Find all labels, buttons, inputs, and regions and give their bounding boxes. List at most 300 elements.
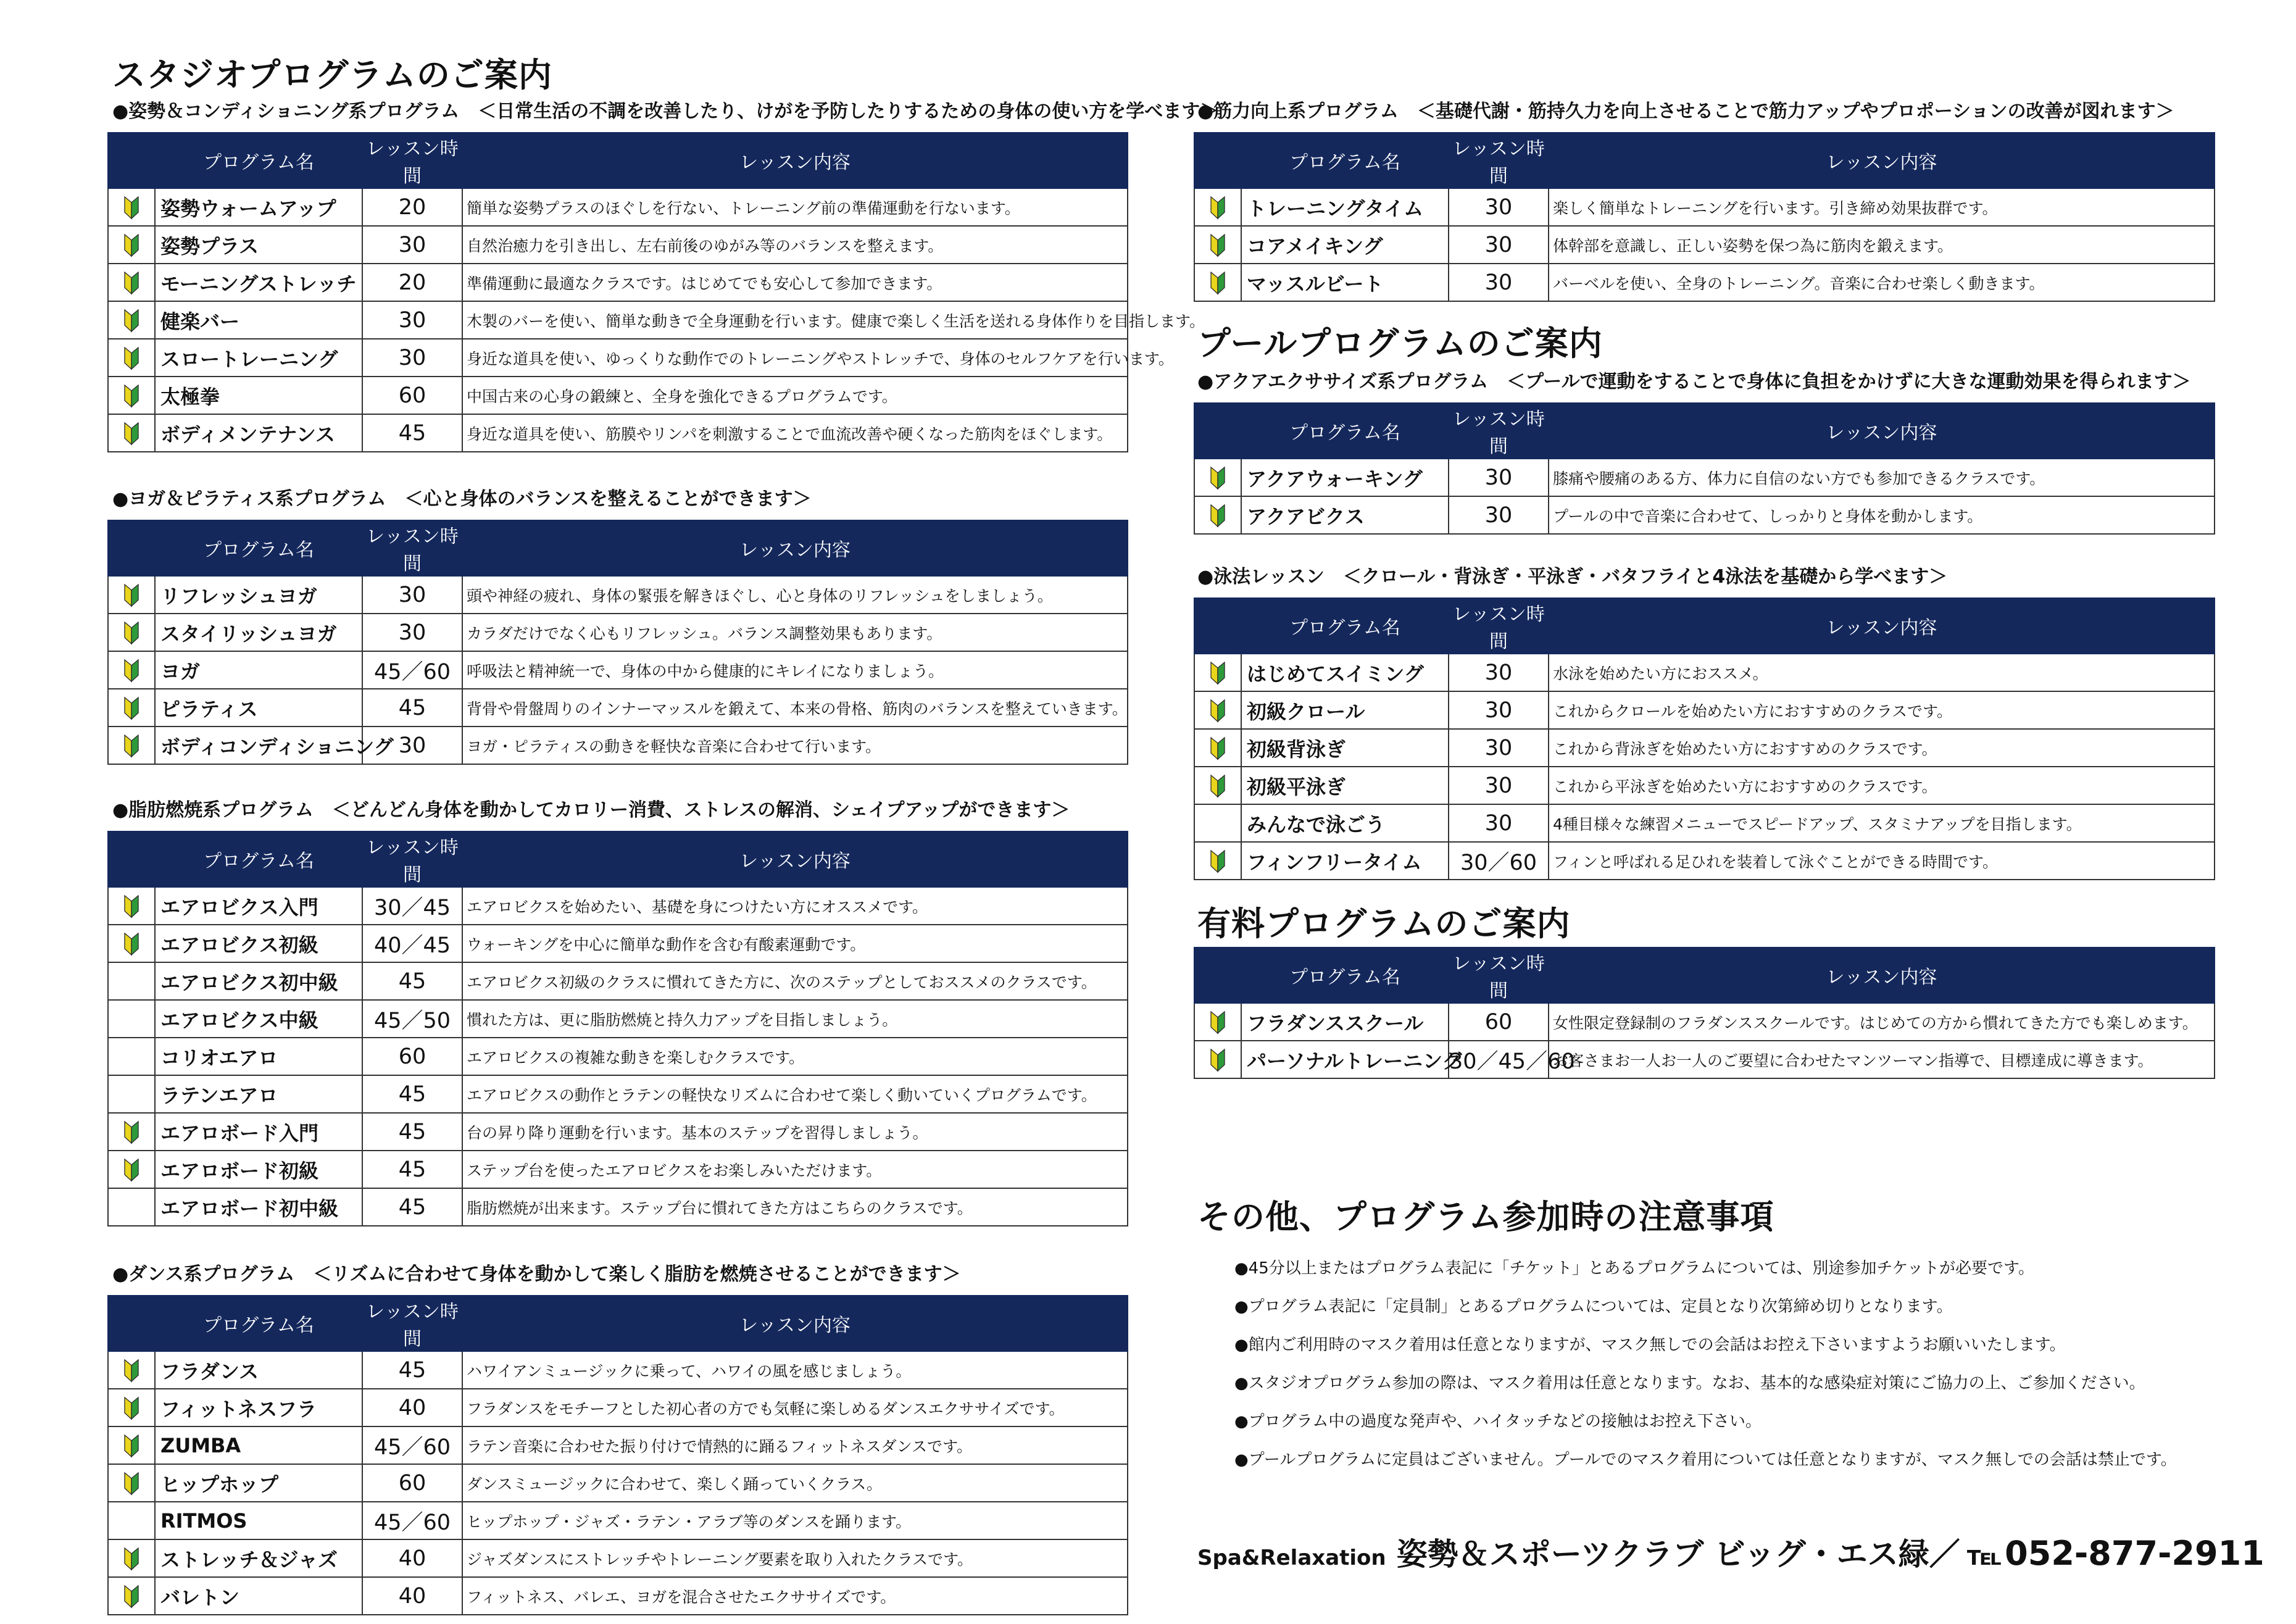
lesson-time: 30 [1449, 496, 1549, 534]
lesson-description: バーベルを使い、全身のトレーニング。音楽に合わせ楽しく動きます。 [1549, 264, 2215, 301]
program-table-paid [1194, 947, 2215, 1079]
beginner-leaf-icon [1210, 1048, 1225, 1072]
beginner-leaf-icon [1210, 774, 1225, 797]
table-header-row [1194, 947, 2215, 1003]
lesson-description: フラダンスをモチーフとした初心者の方でも気軽に楽しめるダンスエクササイズです。 [462, 1389, 1128, 1426]
section-heading: ●脂肪燃焼系プログラム ＜どんどん身体を動かしてカロリー消費、ストレスの解消、シェイプアップができます＞ [112, 799, 1070, 821]
table-header-row [1194, 598, 2215, 654]
lesson-time: 60 [362, 1038, 462, 1075]
lesson-description: ダンスミュージックに合わせて、楽しく踊っていくクラス。 [462, 1464, 1128, 1502]
lesson-time: 45 [362, 962, 462, 1000]
program-table-swimming [1194, 598, 2215, 880]
program-name: ピラティス [155, 689, 362, 727]
program-name: フィットネスフラ [155, 1389, 362, 1426]
program-name: ヨガ [155, 651, 362, 689]
program-row [108, 339, 1128, 377]
lesson-time: 20 [362, 264, 462, 301]
program-row [1194, 226, 2215, 264]
lesson-time: 30 [362, 301, 462, 339]
lesson-time: 20 [362, 188, 462, 226]
lesson-description: 慣れた方は、更に脂肪燃焼と持久力アップを目指しましょう。 [462, 1000, 1128, 1038]
header-lesson-content: レッスン内容 [1549, 947, 2215, 1003]
beginner-leaf-icon [1210, 271, 1225, 294]
phone-icon: ℡ [1966, 1540, 2002, 1572]
program-name: トレーニングタイム [1241, 188, 1449, 226]
program-name: 健楽バー [155, 301, 362, 339]
lesson-description: 膝痛や腰痛のある方、体力に自信のない方でも参加できるクラスです。 [1549, 459, 2215, 496]
program-row [108, 614, 1128, 651]
lesson-time: 45 [362, 689, 462, 727]
beginner-mark-cell [108, 727, 155, 764]
beginner-mark-cell [1194, 226, 1241, 264]
note-item: ●プログラム中の過度な発声や、ハイタッチなどの接触はお控え下さい。 [1234, 1412, 1762, 1431]
lesson-time: 45 [362, 1075, 462, 1113]
lesson-time: 30 [362, 614, 462, 651]
table-header-row [108, 520, 1128, 576]
program-row [1194, 1041, 2215, 1078]
program-name: スタイリッシュヨガ [155, 614, 362, 651]
program-name: ZUMBA [155, 1426, 362, 1464]
section-heading: ●アクアエクササイズ系プログラム ＜プールで運動をすることで身体に負担をかけずに大きな運動効果を得られます＞ [1197, 371, 2191, 393]
pool-title: プールプログラムのご案内 [1197, 324, 1603, 363]
program-name: コリオエアロ [155, 1038, 362, 1075]
beginner-leaf-icon [124, 1120, 139, 1144]
program-name: アクアビクス [1241, 496, 1449, 534]
beginner-mark-cell [1194, 842, 1241, 880]
header-program-name: プログラム名 [1241, 133, 1449, 188]
table-header-row [1194, 133, 2215, 188]
beginner-leaf-icon [124, 1359, 139, 1382]
lesson-description: フィットネス、バレエ、ヨガを混合させたエクササイズです。 [462, 1577, 1128, 1615]
lesson-time: 30 [1449, 691, 1549, 729]
footer-club-name: 姿勢＆スポーツクラブ ビッグ・エス緑／ [1396, 1536, 1960, 1572]
beginner-mark-cell [108, 651, 155, 689]
lesson-time: 30 [1449, 729, 1549, 767]
lesson-time: 45／60 [362, 1502, 462, 1539]
beginner-mark-cell [108, 1000, 155, 1038]
beginner-leaf-icon [124, 734, 139, 757]
program-name: マッスルビート [1241, 264, 1449, 301]
note-item: ●スタジオプログラム参加の際は、マスク着用は任意となります。なお、基本的な感染症対策にご協力の上、ご参加ください。 [1234, 1374, 2145, 1393]
program-name: みんなで泳ごう [1241, 804, 1449, 842]
section-heading: ●姿勢＆コンディショニング系プログラム ＜日常生活の不調を改善したり、けがを予防したりするための身体の使い方を学べます＞ [112, 101, 1219, 122]
beginner-mark-cell [1194, 264, 1241, 301]
program-row [108, 1075, 1128, 1113]
beginner-mark-cell [108, 962, 155, 1000]
beginner-mark-cell [1194, 767, 1241, 804]
beginner-leaf-icon [124, 1158, 139, 1181]
header-lesson-time: レッスン時間 [362, 133, 462, 188]
beginner-leaf-icon [124, 1434, 139, 1457]
lesson-description: 簡単な姿勢プラスのほぐしを行ない、トレーニング前の準備運動を行ないます。 [462, 188, 1128, 226]
program-row [1194, 1003, 2215, 1041]
lesson-time: 30 [1449, 459, 1549, 496]
note-item: ●プールプログラムに定員はございません。プールでのマスク着用については任意となりますが、マスク無しでの会話は禁止です。 [1234, 1451, 2177, 1469]
program-row [108, 689, 1128, 727]
lesson-time: 45／60 [362, 1426, 462, 1464]
program-row [1194, 767, 2215, 804]
program-name: ストレッチ＆ジャズ [155, 1539, 362, 1577]
beginner-leaf-icon [124, 659, 139, 682]
beginner-mark-cell [108, 301, 155, 339]
beginner-mark-cell [108, 1464, 155, 1502]
program-name: ボディコンディショニング [155, 727, 362, 764]
lesson-description: 自然治癒力を引き出し、左右前後のゆがみ等のバランスを整えます。 [462, 226, 1128, 264]
footer-spa-label: Spa&Relaxation [1197, 1546, 1386, 1570]
beginner-mark-cell [1194, 1003, 1241, 1041]
beginner-mark-cell [1194, 459, 1241, 496]
header-lesson-time: レッスン時間 [1449, 598, 1549, 654]
program-name: 初級クロール [1241, 691, 1449, 729]
program-row [1194, 188, 2215, 226]
note-item: ●プログラム表記に「定員制」とあるプログラムについては、定員となり次第締め切りとなります。 [1234, 1297, 1953, 1316]
lesson-description: 台の昇り降り運動を行います。基本のステップを習得しましょう。 [462, 1113, 1128, 1151]
program-table-dance [107, 1295, 1128, 1615]
beginner-mark-cell [108, 1539, 155, 1577]
header-program-name: プログラム名 [1241, 598, 1449, 654]
program-row [1194, 654, 2215, 691]
beginner-leaf-icon [124, 346, 139, 370]
beginner-leaf-icon [1210, 736, 1225, 760]
lesson-description: ステップ台を使ったエアロビクスをお楽しみいただけます。 [462, 1151, 1128, 1188]
program-row [108, 1000, 1128, 1038]
beginner-leaf-icon [124, 696, 139, 720]
lesson-description: 身近な道具を使い、ゆっくりな動作でのトレーニングやストレッチで、身体のセルフケアを行います。 [462, 339, 1128, 377]
beginner-leaf-icon [124, 384, 139, 407]
lesson-description: エアロビクスの動作とラテンの軽快なリズムに合わせて楽しく動いていくプログラムです。 [462, 1075, 1128, 1113]
program-row [1194, 264, 2215, 301]
lesson-description: 女性限定登録制のフラダンススクールです。はじめての方から慣れてきた方でも楽しめます。 [1549, 1003, 2215, 1041]
beginner-mark-cell [108, 925, 155, 962]
beginner-leaf-icon [124, 233, 139, 257]
program-row [108, 226, 1128, 264]
header-program-name: プログラム名 [1241, 403, 1449, 459]
beginner-mark-cell [108, 576, 155, 614]
beginner-leaf-icon [1210, 196, 1225, 219]
lesson-description: 水泳を始めたい方におススメ。 [1549, 654, 2215, 691]
beginner-leaf-icon [1210, 849, 1225, 873]
beginner-mark-cell [108, 1389, 155, 1426]
program-name: エアロボード入門 [155, 1113, 362, 1151]
program-row [108, 1151, 1128, 1188]
paid-title: 有料プログラムのご案内 [1197, 904, 1571, 943]
program-row [108, 377, 1128, 414]
beginner-mark-cell [1194, 729, 1241, 767]
header-lesson-content: レッスン内容 [1549, 598, 2215, 654]
lesson-description: 脂肪燃焼が出来ます。ステップ台に慣れてきた方はこちらのクラスです。 [462, 1188, 1128, 1226]
program-name: モーニングストレッチ [155, 264, 362, 301]
lesson-description: ヨガ・ピラティスの動きを軽快な音楽に合わせて行います。 [462, 727, 1128, 764]
lesson-description: 体幹部を意識し、正しい姿勢を保つ為に筋肉を鍛えます。 [1549, 226, 2215, 264]
section-heading: ●ダンス系プログラム ＜リズムに合わせて身体を動かして楽しく脂肪を燃焼させることができます＞ [112, 1264, 961, 1285]
lesson-description: 準備運動に最適なクラスです。はじめてでも安心して参加できます。 [462, 264, 1128, 301]
beginner-mark-cell [108, 1151, 155, 1188]
program-name: はじめてスイミング [1241, 654, 1449, 691]
beginner-mark-cell [108, 1577, 155, 1615]
lesson-time: 60 [362, 1464, 462, 1502]
program-row [108, 651, 1128, 689]
studio-title: スタジオプログラムのご案内 [112, 56, 552, 94]
header-program-name: プログラム名 [155, 831, 362, 887]
program-name: 姿勢プラス [155, 226, 362, 264]
header-lesson-time: レッスン時間 [362, 520, 462, 576]
program-name: ボディメンテナンス [155, 414, 362, 452]
lesson-description: エアロビクスの複雑な動きを楽しむクラスです。 [462, 1038, 1128, 1075]
beginner-mark-cell [108, 188, 155, 226]
lesson-description: 楽しく簡単なトレーニングを行います。引き締め効果抜群です。 [1549, 188, 2215, 226]
footer [1197, 1534, 2265, 1573]
beginner-leaf-icon [1210, 661, 1225, 685]
lesson-time: 30 [1449, 767, 1549, 804]
program-name: エアロビクス入門 [155, 887, 362, 925]
beginner-mark-cell [108, 1038, 155, 1075]
beginner-mark-cell [108, 1351, 155, 1389]
lesson-time: 30／45／60 [1449, 1041, 1549, 1078]
header-lesson-content: レッスン内容 [462, 831, 1128, 887]
program-row [108, 414, 1128, 452]
beginner-leaf-icon [124, 1547, 139, 1570]
program-row [1194, 691, 2215, 729]
lesson-time: 60 [1449, 1003, 1549, 1041]
header-program-name: プログラム名 [155, 1296, 362, 1351]
beginner-leaf-icon [1210, 233, 1225, 257]
header-mark [1194, 403, 1241, 459]
lesson-description: これから背泳ぎを始めたい方におすすめのクラスです。 [1549, 729, 2215, 767]
program-row [108, 887, 1128, 925]
beginner-leaf-icon [124, 1584, 139, 1608]
program-name: RITMOS [155, 1502, 362, 1539]
program-row [108, 188, 1128, 226]
header-program-name: プログラム名 [1241, 947, 1449, 1003]
lesson-description: プールの中で音楽に合わせて、しっかりと身体を動かします。 [1549, 496, 2215, 534]
program-name: スロートレーニング [155, 339, 362, 377]
beginner-leaf-icon [124, 196, 139, 219]
section-heading: ●ヨガ＆ピラティス系プログラム ＜心と身体のバランスを整えることができます＞ [112, 488, 812, 510]
program-row [108, 1113, 1128, 1151]
program-row [108, 1539, 1128, 1577]
program-table-yoga [107, 520, 1128, 765]
program-name: 太極拳 [155, 377, 362, 414]
program-name: エアロビクス初級 [155, 925, 362, 962]
lesson-time: 30 [1449, 264, 1549, 301]
lesson-time: 30 [362, 727, 462, 764]
lesson-description: 背骨や骨盤周りのインナーマッスルを鍛えて、本来の骨格、筋肉のバランスを整えていきます。 [462, 689, 1128, 727]
lesson-time: 45 [362, 1351, 462, 1389]
program-row [108, 727, 1128, 764]
program-row [1194, 459, 2215, 496]
lesson-description: エアロビクスを始めたい、基礎を身につけたい方にオススメです。 [462, 887, 1128, 925]
lesson-description: これから平泳ぎを始めたい方におすすめのクラスです。 [1549, 767, 2215, 804]
lesson-description: 呼吸法と精神統一で、身体の中から健康的にキレイになりましょう。 [462, 651, 1128, 689]
lesson-time: 40／45 [362, 925, 462, 962]
program-row [108, 576, 1128, 614]
program-row [108, 1464, 1128, 1502]
lesson-description: ジャズダンスにストレッチやトレーニング要素を取り入れたクラスです。 [462, 1539, 1128, 1577]
beginner-mark-cell [108, 226, 155, 264]
note-item: ●45分以上またはプログラム表記に「チケット」とあるプログラムについては、別途参加チケットが必要です。 [1234, 1259, 2034, 1278]
program-row [108, 1502, 1128, 1539]
lesson-description: ハワイアンミュージックに乗って、ハワイの風を感じましょう。 [462, 1351, 1128, 1389]
lesson-description: フィンと呼ばれる足ひれを装着して泳ぐことができる時間です。 [1549, 842, 2215, 880]
lesson-time: 45 [362, 1151, 462, 1188]
beginner-mark-cell [108, 1075, 155, 1113]
table-header-row [108, 831, 1128, 887]
program-name: エアロビクス中級 [155, 1000, 362, 1038]
beginner-mark-cell [108, 377, 155, 414]
lesson-time: 45／50 [362, 1000, 462, 1038]
lesson-description: 身近な道具を使い、筋膜やリンパを刺激することで血流改善や硬くなった筋肉をほぐします。 [462, 414, 1128, 452]
program-row [108, 1426, 1128, 1464]
header-mark [108, 133, 155, 188]
beginner-mark-cell [108, 887, 155, 925]
lesson-time: 40 [362, 1389, 462, 1426]
program-name: 初級平泳ぎ [1241, 767, 1449, 804]
beginner-leaf-icon [1210, 466, 1225, 489]
program-row [108, 1577, 1128, 1615]
program-table-strength [1194, 132, 2215, 302]
beginner-leaf-icon [124, 1396, 139, 1420]
lesson-time: 30 [1449, 654, 1549, 691]
table-header-row [108, 133, 1128, 188]
program-table-fat-burning [107, 831, 1128, 1226]
lesson-description: ラテン音楽に合わせた振り付けで情熱的に踊るフィットネスダンスです。 [462, 1426, 1128, 1464]
beginner-mark-cell [108, 1113, 155, 1151]
header-lesson-time: レッスン時間 [1449, 403, 1549, 459]
lesson-time: 30 [362, 339, 462, 377]
lesson-description: 頭や神経の疲れ、身体の緊張を解きほぐし、心と身体のリフレッシュをしましょう。 [462, 576, 1128, 614]
notes-title: その他、プログラム参加時の注意事項 [1197, 1197, 1774, 1236]
lesson-time: 30 [362, 576, 462, 614]
lesson-time: 45 [362, 1113, 462, 1151]
lesson-description: 中国古来の心身の鍛練と、全身を強化できるプログラムです。 [462, 377, 1128, 414]
lesson-description: カラダだけでなく心もリフレッシュ。バランス調整効果もあります。 [462, 614, 1128, 651]
program-name: パーソナルトレーニング [1241, 1041, 1449, 1078]
beginner-leaf-icon [124, 894, 139, 918]
program-row [108, 301, 1128, 339]
header-lesson-content: レッスン内容 [462, 133, 1128, 188]
beginner-leaf-icon [124, 271, 139, 294]
lesson-description: エアロビクス初級のクラスに慣れてきた方に、次のステップとしておススメのクラスです。 [462, 962, 1128, 1000]
lesson-time: 40 [362, 1539, 462, 1577]
program-row [108, 1038, 1128, 1075]
program-row [108, 925, 1128, 962]
program-name: リフレッシュヨガ [155, 576, 362, 614]
beginner-leaf-icon [124, 583, 139, 607]
beginner-leaf-icon [1210, 699, 1225, 722]
program-table-aqua [1194, 402, 2215, 535]
program-name: フィンフリータイム [1241, 842, 1449, 880]
beginner-mark-cell [1194, 654, 1241, 691]
program-row [108, 1351, 1128, 1389]
header-lesson-content: レッスン内容 [462, 520, 1128, 576]
header-lesson-content: レッスン内容 [462, 1296, 1128, 1351]
lesson-description: これからクロールを始めたい方におすすめのクラスです。 [1549, 691, 2215, 729]
note-item: ●館内ご利用時のマスク着用は任意となりますが、マスク無しでの会話はお控え下さいますようお願いいたします。 [1234, 1336, 2066, 1354]
program-row [1194, 729, 2215, 767]
beginner-leaf-icon [124, 621, 139, 644]
lesson-time: 45 [362, 1188, 462, 1226]
lesson-time: 40 [362, 1577, 462, 1615]
beginner-mark-cell [108, 339, 155, 377]
lesson-description: 4種目様々な練習メニューでスピードアップ、スタミナアップを目指します。 [1549, 804, 2215, 842]
program-row [1194, 804, 2215, 842]
lesson-time: 30 [1449, 804, 1549, 842]
beginner-mark-cell [108, 414, 155, 452]
header-mark [1194, 947, 1241, 1003]
lesson-time: 60 [362, 377, 462, 414]
program-name: 姿勢ウォームアップ [155, 188, 362, 226]
header-lesson-content: レッスン内容 [1549, 133, 2215, 188]
beginner-mark-cell [108, 264, 155, 301]
program-name: フラダンススクール [1241, 1003, 1449, 1041]
lesson-description: ウォーキングを中心に簡単な動作を含む有酸素運動です。 [462, 925, 1128, 962]
lesson-time: 45／60 [362, 651, 462, 689]
header-program-name: プログラム名 [155, 133, 362, 188]
header-mark [108, 831, 155, 887]
program-row [108, 962, 1128, 1000]
program-name: コアメイキング [1241, 226, 1449, 264]
beginner-leaf-icon [124, 932, 139, 956]
program-name: エアロボード初中級 [155, 1188, 362, 1226]
table-header-row [108, 1296, 1128, 1351]
program-name: アクアウォーキング [1241, 459, 1449, 496]
header-lesson-content: レッスン内容 [1549, 403, 2215, 459]
footer-phone-number[interactable]: 052-877-2911 [2005, 1534, 2265, 1573]
lesson-time: 30 [362, 226, 462, 264]
lesson-time: 45 [362, 414, 462, 452]
section-heading: ●筋力向上系プログラム ＜基礎代謝・筋持久力を向上させることで筋力アップやプロポーションの改善が図れます＞ [1197, 101, 2174, 122]
beginner-mark-cell [108, 1502, 155, 1539]
beginner-leaf-icon [124, 309, 139, 332]
beginner-leaf-icon [124, 422, 139, 445]
header-lesson-time: レッスン時間 [1449, 947, 1549, 1003]
lesson-time: 30／45 [362, 887, 462, 925]
program-row [1194, 496, 2215, 534]
beginner-mark-cell [108, 1426, 155, 1464]
program-name: ラテンエアロ [155, 1075, 362, 1113]
table-header-row [1194, 403, 2215, 459]
program-name: フラダンス [155, 1351, 362, 1389]
program-row [108, 1389, 1128, 1426]
program-name: バレトン [155, 1577, 362, 1615]
section-heading: ●泳法レッスン ＜クロール・背泳ぎ・平泳ぎ・バタフライと4泳法を基礎から学べます＞ [1197, 566, 1948, 588]
program-name: 初級背泳ぎ [1241, 729, 1449, 767]
header-lesson-time: レッスン時間 [362, 831, 462, 887]
beginner-mark-cell [108, 1188, 155, 1226]
beginner-mark-cell [1194, 496, 1241, 534]
header-mark [1194, 598, 1241, 654]
header-mark [1194, 133, 1241, 188]
lesson-description: ヒップホップ・ジャズ・ラテン・アラブ等のダンスを踊ります。 [462, 1502, 1128, 1539]
lesson-time: 30 [1449, 226, 1549, 264]
beginner-mark-cell [108, 689, 155, 727]
program-row [1194, 842, 2215, 880]
beginner-leaf-icon [1210, 504, 1225, 527]
beginner-mark-cell [1194, 691, 1241, 729]
header-mark [108, 520, 155, 576]
header-program-name: プログラム名 [155, 520, 362, 576]
program-row [108, 264, 1128, 301]
notes-list [1234, 1256, 2177, 1486]
beginner-mark-cell [108, 614, 155, 651]
beginner-mark-cell [1194, 804, 1241, 842]
program-row [108, 1188, 1128, 1226]
lesson-time: 30／60 [1449, 842, 1549, 880]
program-name: ヒップホップ [155, 1464, 362, 1502]
beginner-mark-cell [1194, 188, 1241, 226]
program-name: エアロビクス初中級 [155, 962, 362, 1000]
beginner-leaf-icon [124, 1472, 139, 1495]
